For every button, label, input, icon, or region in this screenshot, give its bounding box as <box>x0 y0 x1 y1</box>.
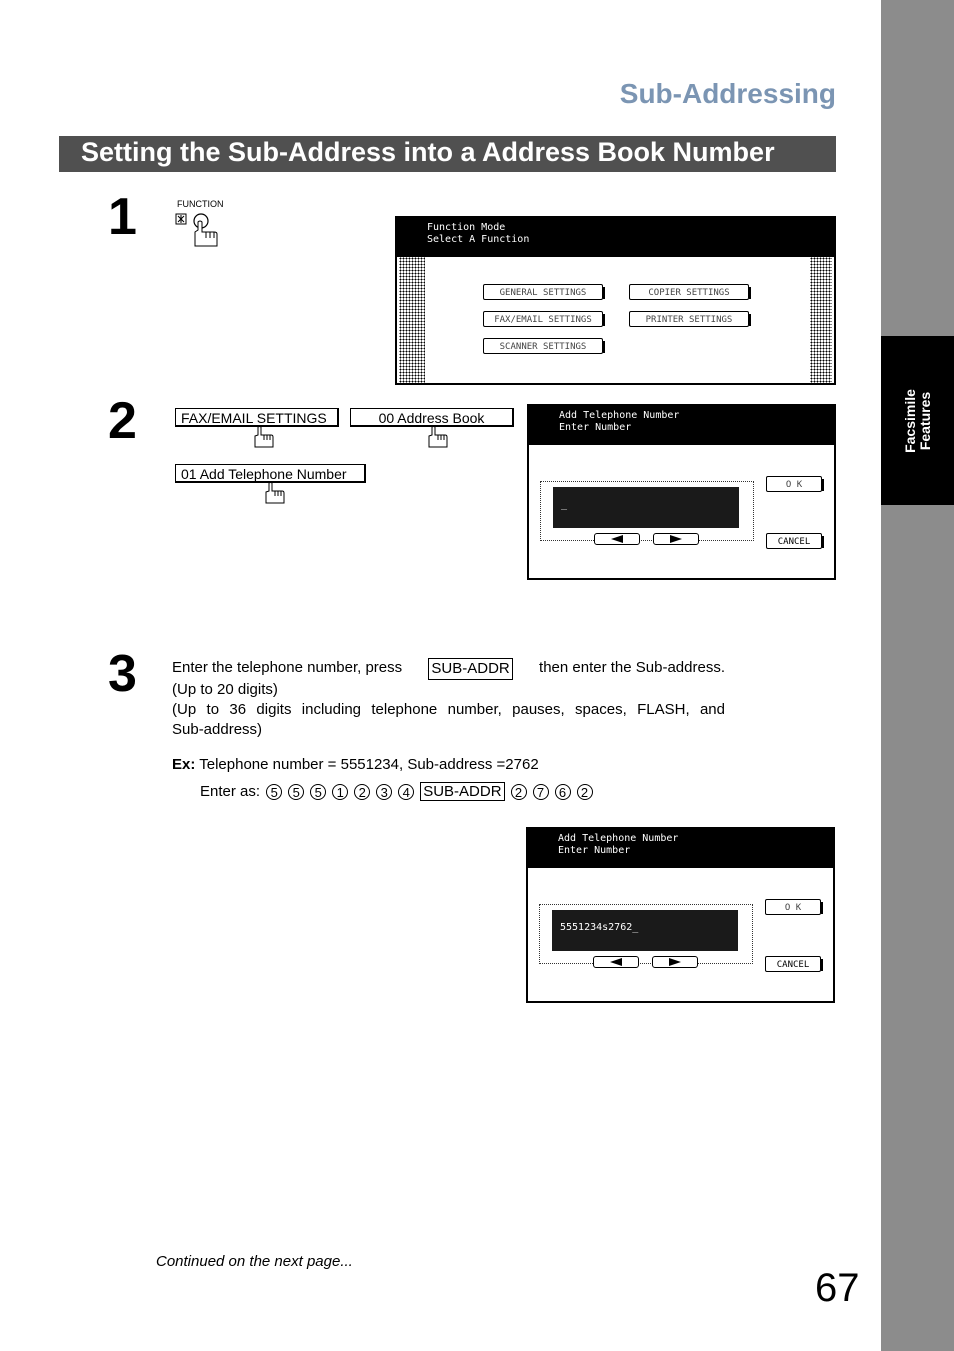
cursor-right-button[interactable] <box>652 956 698 968</box>
number-input[interactable]: 5551234s2762_ <box>552 910 738 951</box>
digit-key: 3 <box>376 784 392 800</box>
right-arrow-icon <box>669 958 681 966</box>
number-input[interactable]: _ <box>553 487 739 528</box>
add-telephone-number-screen-filled <box>526 827 835 1003</box>
step-number-3: 3 <box>108 645 137 703</box>
function-key[interactable] <box>174 210 220 250</box>
address-book-button[interactable]: 00 Address Book <box>350 408 514 427</box>
digit-key: 5 <box>310 784 326 800</box>
continued-note: Continued on the next page... <box>156 1253 353 1270</box>
digit-key: 5 <box>266 784 282 800</box>
step-number-1: 1 <box>108 188 137 246</box>
fax-email-settings-button[interactable]: FAX/EMAIL SETTINGS <box>175 408 339 427</box>
digit-key: 5 <box>288 784 304 800</box>
right-sidebar <box>881 0 954 1351</box>
cancel-button[interactable]: CANCEL <box>766 533 822 549</box>
screen-header: Function Mode Select A Function <box>397 218 834 257</box>
function-key-label: FUNCTION <box>177 199 224 209</box>
digit-key: 2 <box>511 784 527 800</box>
digit-key: 7 <box>533 784 549 800</box>
hand-pointer-icon <box>424 426 448 448</box>
fax-email-settings-button[interactable]: FAX/EMAIL SETTINGS <box>483 311 603 327</box>
ok-button[interactable]: O K <box>766 476 822 492</box>
add-telephone-number-screen <box>527 404 836 580</box>
general-settings-button[interactable]: GENERAL SETTINGS <box>483 284 603 300</box>
left-arrow-icon <box>611 535 623 543</box>
left-arrow-icon <box>610 958 622 966</box>
banner <box>59 136 836 172</box>
page-number: 67 <box>815 1266 860 1310</box>
digit-key: 2 <box>354 784 370 800</box>
sidebar-tab-label: Facsimile Features <box>901 388 933 453</box>
example-line: Ex: Telephone number = 5551234, Sub-address =2762 <box>172 756 539 773</box>
add-telephone-number-button[interactable]: 01 Add Telephone Number <box>175 464 366 483</box>
sub-addr-key: SUB-ADDR <box>428 658 512 680</box>
cursor-left-button[interactable] <box>593 956 639 968</box>
enter-as-line: Enter as: 5 5 5 1 2 3 4 SUB-ADDR 2 7 6 2 <box>200 782 599 802</box>
section-title: Sub-Addressing <box>619 78 836 109</box>
cursor-right-button[interactable] <box>653 533 699 545</box>
printer-settings-button[interactable]: PRINTER SETTINGS <box>629 311 749 327</box>
ok-button[interactable]: O K <box>765 899 821 915</box>
step3-instructions: Enter the telephone number, press SUB-ADDR then enter the Sub-address. (Up to 20 digits) (Up to 36 digits including telephone number, pauses, spaces, FLASH, and Sub-address) <box>172 659 725 738</box>
screen-left-pattern <box>399 257 425 383</box>
function-mode-screen <box>395 216 836 385</box>
screen-header: Add Telephone Number Enter Number <box>528 829 833 868</box>
screen-header: Add Telephone Number Enter Number <box>529 406 834 445</box>
screen-right-pattern <box>810 257 832 383</box>
banner-title: Setting the Sub-Address into a Address Book Number <box>81 137 775 167</box>
copier-settings-button[interactable]: COPIER SETTINGS <box>629 284 749 300</box>
digit-key: 4 <box>398 784 414 800</box>
right-arrow-icon <box>670 535 682 543</box>
hand-pointer-icon <box>261 482 285 504</box>
cancel-button[interactable]: CANCEL <box>765 956 821 972</box>
step-number-2: 2 <box>108 392 137 450</box>
digit-key: 1 <box>332 784 348 800</box>
function-key-icon <box>174 210 220 250</box>
digit-key: 2 <box>577 784 593 800</box>
cursor-left-button[interactable] <box>594 533 640 545</box>
hand-pointer-icon <box>250 426 274 448</box>
scanner-settings-button[interactable]: SCANNER SETTINGS <box>483 338 603 354</box>
sub-addr-key: SUB-ADDR <box>420 782 504 801</box>
digit-key: 6 <box>555 784 571 800</box>
